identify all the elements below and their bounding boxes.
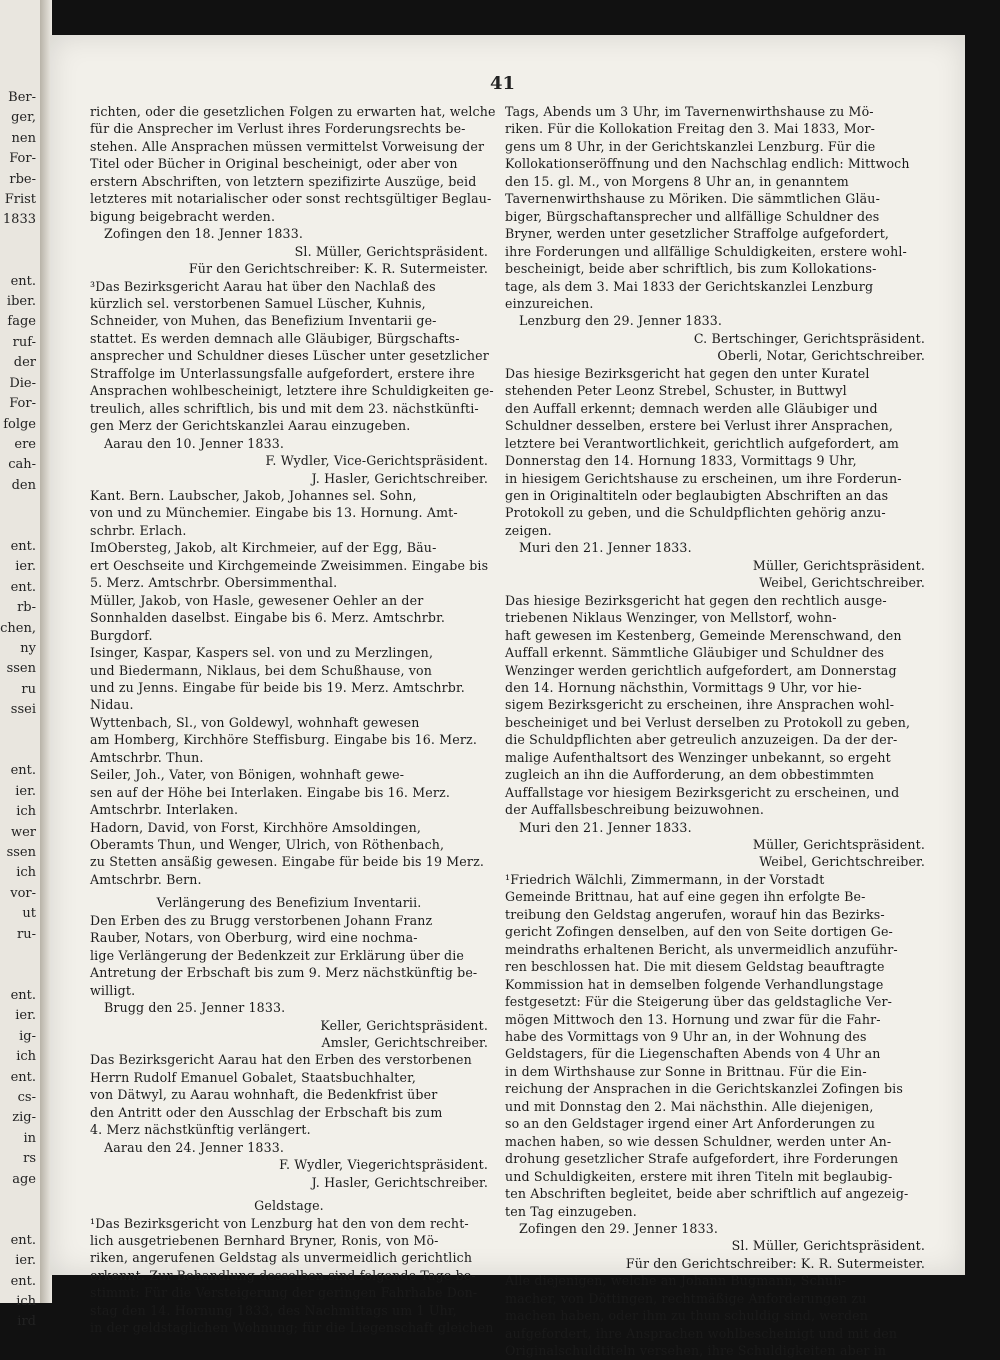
page-number: 41 (490, 73, 516, 94)
edge-fragment: ent. (10, 579, 36, 595)
right-column (505, 103, 925, 1360)
text-line: lige Verlängerung der Bedenkzeit zur Erklärung über die (90, 947, 465, 963)
text-line: bigung beigebracht werden. (90, 208, 276, 224)
edge-fragment: Ber- (8, 90, 36, 105)
edge-fragment: ssen (6, 845, 36, 861)
edge-fragment (0, 496, 40, 516)
text-line: aufgefordert, ihre Ansprachen wohlbescheinigt und mit den (505, 1325, 898, 1341)
text-line: kürzlich sel. verstorbenen Samuel Lüscher, Kuhnis, (90, 295, 426, 311)
edge-fragment: ru (21, 681, 36, 697)
edge-fragment: ny (20, 640, 36, 656)
text-line: drohung gesetzlicher Strafe aufgefordert, ihre Forderungen (505, 1151, 899, 1167)
text-line: Brugg den 25. Jenner 1833. (104, 1000, 286, 1016)
text-line: Nidau. (90, 697, 134, 713)
edge-fragment: ier. (15, 559, 36, 575)
text-line: am Homberg, Kirchhöre Steffisburg. Eingabe bis 16. Merz. (90, 732, 477, 748)
text-line: habe des Vormittags von 9 Uhr an, in der Wohnung des (505, 1029, 867, 1045)
text-line: Schneider, von Muhen, das Benefizium Inventarii ge- (90, 313, 437, 329)
text-line: machen haben, oder ihm zu thun schuldig sind, werden (505, 1308, 869, 1324)
text-line: stehenden Peter Leonz Strebel, Schuster, in Buttwyl (505, 383, 847, 399)
text-line: und zu Jenns. Eingabe für beide bis 19. Merz. Amtschrbr. (90, 679, 465, 695)
text-line: Auffall erkennt. Sämmtliche Gläubiger und Schuldner des (505, 645, 885, 661)
text-line: den Antritt oder den Ausschlag der Erbschaft bis zum (90, 1104, 443, 1120)
text-line: Kant. Bern. Laubscher, Jakob, Johannes sel. Sohn, (90, 487, 417, 503)
text-line: Geldstage. (254, 1198, 324, 1214)
text-line: triebenen Niklaus Wenzinger, von Mellstorf, wohn- (505, 610, 837, 626)
text-line: Schuldner desselben, erstere bei Verlust ihrer Ansprachen, (505, 418, 894, 434)
text-line: Seiler, Joh., Vater, von Bönigen, wohnhaft gewe- (90, 767, 405, 783)
text-line: Herrn Rudolf Emanuel Gobalet, Staatsbuchhalter, (90, 1069, 417, 1085)
text-line: Hadorn, David, von Forst, Kirchhöre Amsoldingen, (90, 819, 422, 835)
text-line: 4. Merz nächstkünftig verlängert. (90, 1122, 311, 1138)
text-line: ³Das Bezirksgericht Aarau hat über den Nachlaß des (90, 278, 436, 294)
edge-fragment: der (13, 355, 36, 371)
text-line: zugleich an ihn die Aufforderung, an dem obbestimmten (505, 767, 875, 783)
text-line: lich ausgetriebenen Bernhard Bryner, Ronis, von Mö- (90, 1233, 439, 1248)
text-line: erkennt. Zur Behandlung desselben sind folgende Tage be- (90, 1267, 476, 1283)
text-line: bescheinigt, beide aber schriftlich, bis zum Kollokations- (505, 261, 877, 277)
text-line: Ansprachen wohlbescheinigt, letztere ihre Schuldigkeiten ge- (90, 383, 494, 399)
edge-fragment (0, 721, 40, 741)
text-line: Donnerstag den 14. Hornung 1833, Vormittags 9 Uhr, (505, 453, 857, 469)
text-line: J. Hasler, Gerichtschreiber. (311, 1174, 488, 1190)
text-line: Bryner, werden unter gesetzlicher Straffolge aufgefordert, (505, 226, 890, 242)
edge-fragment: 1833 (2, 212, 36, 228)
text-line: richten, oder die gesetzlichen Folgen zu erwarten hat, welche (90, 104, 496, 119)
edge-fragment: ich (16, 865, 36, 881)
text-line: ¹Das Bezirksgericht von Lenzburg hat den von dem recht- (90, 1215, 469, 1231)
edge-fragment: Die- (9, 375, 36, 391)
text-line: Kollokationseröffnung und den Nachschlag endlich: Mittwoch (505, 156, 910, 172)
newspaper-page (50, 35, 965, 1359)
text-line: gens um 8 Uhr, in der Gerichtskanzlei Lenzburg. Für die (505, 138, 876, 154)
text-line: macher, von Döttingen, rechtmäßige Anforderungen zu (505, 1290, 867, 1306)
text-line: Müller, Jakob, von Hasle, gewesener Oehler an der (90, 592, 424, 608)
text-line: und Biedermann, Niklaus, bei dem Schußhause, von (90, 662, 433, 678)
text-line: Wenzinger werden gerichtlich aufgefordert, am Donnerstag (505, 662, 897, 678)
edge-fragment: folge (3, 416, 36, 432)
edge-fragment (0, 251, 40, 271)
text-line: 5. Merz. Amtschrbr. Obersimmenthal. (90, 575, 338, 591)
edge-fragment (0, 517, 40, 537)
text-line: biger, Bürgschaftansprecher und allfällige Schuldner des (505, 208, 880, 224)
text-line: Für den Gerichtschreiber: K. R. Sutermeister. (188, 261, 488, 277)
text-line: bescheiniget und bei Verlust derselben zu Protokoll zu geben, (505, 714, 911, 730)
edge-fragment: ier. (15, 1253, 36, 1269)
text-line: der Auffallsbeschreibung beizuwohnen. (505, 802, 765, 818)
edge-fragment (0, 1190, 40, 1210)
text-line: von Dätwyl, zu Aarau wohnhaft, die Bedenkfrist über (90, 1087, 438, 1103)
text-line: Zofingen den 18. Jenner 1833. (104, 226, 304, 242)
text-line: Tavernenwirthshause zu Möriken. Die sämmtlichen Gläu- (505, 191, 880, 207)
text-line: Aarau den 24. Jenner 1833. (104, 1139, 285, 1155)
edge-fragment: ent. (10, 273, 36, 289)
text-line: ren beschlossen hat. Die mit diesem Geldstag beauftragte (505, 959, 885, 975)
text-line: ansprecher und Schuldner dieses Lüscher unter gesetzlicher (90, 348, 489, 364)
edge-fragment (0, 741, 40, 761)
edge-fragment: ent. (10, 1273, 36, 1289)
text-line: stehen. Alle Ansprachen müssen vermittelst Vorweisung der (90, 138, 485, 154)
text-line: Für den Gerichtschreiber: K. R. Sutermeister. (625, 1255, 925, 1271)
text-line: schrbr. Erlach. (90, 522, 187, 538)
text-line: Isinger, Kaspar, Kaspers sel. von und zu Merzlingen, (90, 645, 434, 661)
edge-fragment: iber. (6, 294, 36, 310)
edge-fragment: For- (9, 151, 36, 167)
text-line: meindraths erhaltenen Bericht, als unvermeidlich anzuführ- (505, 941, 898, 957)
text-line: Das hiesige Bezirksgericht hat gegen den unter Kuratel (505, 365, 870, 381)
edge-fragment: zig- (12, 1110, 36, 1126)
edge-fragment: cah- (8, 457, 36, 473)
edge-fragment: ier. (15, 783, 36, 799)
text-line: so an den Geldstager irgend einer Art Anforderungen zu (505, 1116, 876, 1132)
text-line: Das Bezirksgericht Aarau hat den Erben des verstorbenen (90, 1052, 472, 1068)
text-line: ert Oeschseite und Kirchgemeinde Zweisimmen. Eingabe bis (90, 557, 489, 573)
edge-fragment: ru- (17, 926, 36, 942)
text-line: stattet. Es werden demnach alle Gläubiger, Bürgschafts- (90, 330, 460, 346)
text-line: F. Wydler, Vice-Gerichtspräsident. (265, 453, 488, 469)
edge-fragment: cs- (17, 1089, 36, 1105)
text-line: Tags, Abends um 3 Uhr, im Tavernenwirthshause zu Mö- (505, 104, 874, 119)
edge-fragment: ent. (10, 1069, 36, 1085)
text-line: Sonnhalden daselbst. Eingabe bis 6. Merz. Amtschrbr. (90, 610, 446, 626)
edge-fragment: ut (22, 906, 36, 922)
text-line: Gemeinde Brittnau, hat auf eine gegen ihn erfolgte Be- (505, 889, 866, 905)
text-line: ten Abschriften begleitet, beide aber schriftlich auf angezeig- (505, 1186, 909, 1202)
edge-fragment: wer (10, 824, 36, 840)
text-line: Alle diejenigen, welche an Johann Bugmann, Schuh- (505, 1273, 846, 1289)
edge-fragment: Frist (4, 192, 36, 208)
edge-fragment: ich (16, 1049, 36, 1065)
text-line: ¹Friedrich Wälchli, Zimmermann, in der Vorstadt (505, 871, 825, 887)
text-line: Amtschrbr. Interlaken. (90, 802, 239, 818)
text-line: erstern Abschriften, von letztern spezifizirte Auszüge, beid (90, 173, 477, 189)
text-line: Oberli, Notar, Gerichtschreiber. (717, 348, 925, 364)
text-line: Protokoll zu geben, und die Schuldpflichten gehörig anzu- (505, 505, 886, 521)
text-line: Verlängerung des Benefizium Inventarii. (156, 895, 422, 911)
text-line: Geldstagers, für die Liegenschaften Abends von 4 Uhr an (505, 1046, 881, 1062)
text-line: Weibel, Gerichtschreiber. (759, 575, 925, 591)
text-line: den Auffall erkennt; demnach werden alle Gläubiger und (505, 400, 878, 416)
text-line: zu Stetten ansäßig gewesen. Eingabe für beide bis 19 Merz. (90, 854, 485, 870)
edge-fragment: ent. (10, 987, 36, 1003)
text-line: stag den 14. Hornung 1833, des Nachmittags um 1 Uhr, (90, 1302, 457, 1318)
edge-fragment: ich (16, 804, 36, 820)
edge-fragment (0, 1210, 40, 1230)
text-line: F. Wydler, Viegerichtspräsident. (279, 1157, 488, 1173)
text-line: malige Aufenthaltsort des Wenzinger unbekannt, so ergeht (505, 749, 891, 765)
text-line: Das hiesige Bezirksgericht hat gegen den rechtlich ausge- (505, 592, 887, 608)
text-line: Sl. Müller, Gerichtspräsident. (294, 243, 488, 259)
text-line: sen auf der Höhe bei Interlaken. Eingabe bis 16. Merz. (90, 784, 450, 800)
text-line: Auffallstage vor hiesigem Bezirksgericht zu erscheinen, und (505, 784, 900, 800)
text-line: ImObersteg, Jakob, alt Kirchmeier, auf der Egg, Bäu- (90, 540, 437, 556)
text-line: sigem Bezirksgericht zu erscheinen, ihre Ansprachen wohl- (505, 697, 895, 713)
text-line: gen in Originaltiteln oder beglaubigten Abschriften an das (505, 487, 889, 503)
edge-fragment: rb- (17, 600, 36, 616)
text-line: Wyttenbach, Sl., von Goldewyl, wohnhaft gewesen (90, 714, 420, 730)
text-line: in hiesigem Gerichtshause zu erscheinen, um ihre Forderun- (505, 470, 902, 486)
text-line: Rauber, Notars, von Oberburg, wird eine nochma- (90, 930, 418, 946)
edge-fragment: rbe- (9, 171, 36, 187)
text-line: letzteres mit notarialischer oder sonst rechtsgültiger Beglau- (90, 191, 492, 207)
text-line: Kommission hat in demselben folgende Verhandlungstage (505, 976, 884, 992)
text-line: festgesetzt: Für die Steigerung über das geldstagliche Ver- (505, 994, 893, 1010)
text-line: gericht Zofingen denselben, auf den von Seite dortigen Ge- (505, 924, 893, 940)
text-line: für die Ansprecher im Verlust ihres Forderungsrechts be- (90, 121, 466, 137)
text-line: Lenzburg den 29. Jenner 1833. (519, 313, 723, 329)
text-line: Straffolge im Unterlassungsfalle aufgefordert, erstere ihre (90, 365, 475, 381)
text-line: treibung den Geldstag angerufen, worauf hin das Bezirks- (505, 906, 885, 922)
edge-fragment: vor- (10, 885, 36, 901)
text-line: Aarau den 10. Jenner 1833. (104, 435, 285, 451)
edge-fragment: ent. (10, 763, 36, 779)
text-line: Müller, Gerichtspräsident. (752, 557, 925, 573)
text-line: Keller, Gerichtspräsident. (320, 1017, 488, 1033)
text-line: Antretung der Erbschaft bis zum 9. Merz nächstkünftig be- (90, 965, 478, 981)
text-line: Muri den 21. Jenner 1833. (519, 819, 692, 835)
text-line: riken. Für die Kollokation Freitag den 3. Mai 1833, Mor- (505, 121, 876, 137)
text-line: Zofingen den 29. Jenner 1833. (519, 1221, 719, 1236)
edge-fragment: ssen (6, 661, 36, 677)
text-line: ihre Forderungen und allfällige Schuldigkeiten, erstere wohl- (505, 243, 907, 259)
edge-fragment: ere (14, 436, 36, 452)
text-line: Weibel, Gerichtschreiber. (759, 854, 925, 870)
text-line: riken, angerufenen Geldstag als unvermeidlich gerichtlich (90, 1250, 473, 1266)
edge-fragment: For- (9, 396, 36, 412)
text-line: ten Tag einzugeben. (505, 1203, 637, 1219)
text-line: Amsler, Gerichtschreiber. (321, 1035, 488, 1051)
text-line: Müller, Gerichtspräsident. (752, 837, 925, 853)
text-line: Burgdorf. (90, 627, 153, 643)
edge-fragment: ssei (10, 702, 36, 718)
text-line: Amtschrbr. Bern. (90, 871, 202, 887)
text-line: den 14. Hornung nächsthin, Vormittags 9 Uhr, vor hie- (505, 679, 862, 695)
text-line: willigt. (90, 982, 136, 998)
text-line: und mit Donnstag den 2. Mai nächsthin. Alle diejenigen, (505, 1098, 874, 1114)
edge-fragment: ird (17, 1314, 36, 1330)
text-line: Originalschuldtiteln versehen, ihre Schuldigkeiten aber in (505, 1343, 887, 1359)
text-line: reichung der Ansprachen in die Gerichtskanzlei Zofingen bis (505, 1081, 903, 1097)
edge-fragment: chen, (0, 620, 36, 636)
text-line: machen haben, so wie dessen Schuldner, werden unter An- (505, 1133, 892, 1149)
text-line: J. Hasler, Gerichtschreiber. (311, 470, 488, 486)
edge-fragment: ich (16, 1293, 36, 1309)
text-line: Muri den 21. Jenner 1833. (519, 540, 692, 556)
edge-fragment: ent. (10, 538, 36, 554)
edge-fragment (0, 965, 40, 985)
edge-fragment: den (11, 477, 36, 493)
text-line: Amtschrbr. Thun. (90, 749, 204, 765)
text-line: treulich, alles schriftlich, bis und mit dem 23. nächstkünfti- (90, 400, 479, 416)
text-line: stimmt: Für die Versteigerung der geringen Fahrhabe Don- (90, 1285, 478, 1301)
edge-fragment: age (12, 1171, 36, 1187)
text-line: Den Erben des zu Brugg verstorbenen Johann Franz (90, 912, 433, 928)
edge-fragment: rs (23, 1151, 36, 1167)
left-column (90, 103, 496, 1337)
text-line: tage, als dem 3. Mai 1833 der Gerichtskanzlei Lenzburg (505, 278, 874, 294)
edge-fragment: ig- (19, 1028, 36, 1044)
text-line: von und zu Münchemier. Eingabe bis 13. Hornung. Amt- (90, 505, 458, 521)
text-line: haft gewesen im Kestenberg, Gemeinde Merenschwand, den (505, 627, 902, 643)
text-line: in dem Wirthshause zur Sonne in Brittnau. Für die Ein- (505, 1063, 867, 1079)
text-line: zeigen. (505, 522, 552, 538)
text-line: Oberamts Thun, und Wenger, Ulrich, von Röthenbach, (90, 837, 445, 853)
text-line: mögen Mittwoch den 13. Hornung und zwar für die Fahr- (505, 1011, 881, 1027)
edge-fragment (0, 231, 40, 251)
edge-fragment: nen (11, 130, 36, 146)
text-line: C. Bertschinger, Gerichtspräsident. (693, 330, 925, 346)
edge-fragment: in (23, 1130, 36, 1146)
edge-fragment: ier. (15, 1008, 36, 1024)
edge-fragment: ger, (11, 110, 36, 126)
text-line: die Schuldpflichten aber getreulich anzuzeigen. Da der der- (505, 732, 898, 748)
text-line: in der geldstaglichen Wohnung; für die Liegenschaft gleichen (90, 1320, 494, 1336)
text-line: Titel oder Bücher in Original bescheinigt, oder aber von (90, 156, 458, 172)
text-line: einzureichen. (505, 295, 594, 311)
edge-fragment: fage (7, 314, 36, 330)
edge-fragment (0, 945, 40, 965)
text-line: den 15. gl. M., von Morgens 8 Uhr an, in genanntem (505, 173, 849, 189)
text-line: Sl. Müller, Gerichtspräsident. (731, 1238, 925, 1254)
edge-fragment: ent. (10, 1232, 36, 1248)
edge-fragment: ruf- (12, 334, 36, 350)
text-line: gen Merz der Gerichtskanzlei Aarau einzugeben. (90, 418, 411, 434)
text-line: letztere bei Verantwortlichkeit, gerichtlich aufgefordert, am (505, 435, 899, 451)
text-line: und Schuldigkeiten, erstere mit ihren Titeln mit beglaubig- (505, 1168, 893, 1184)
adjacent-page-edge (0, 0, 42, 1330)
